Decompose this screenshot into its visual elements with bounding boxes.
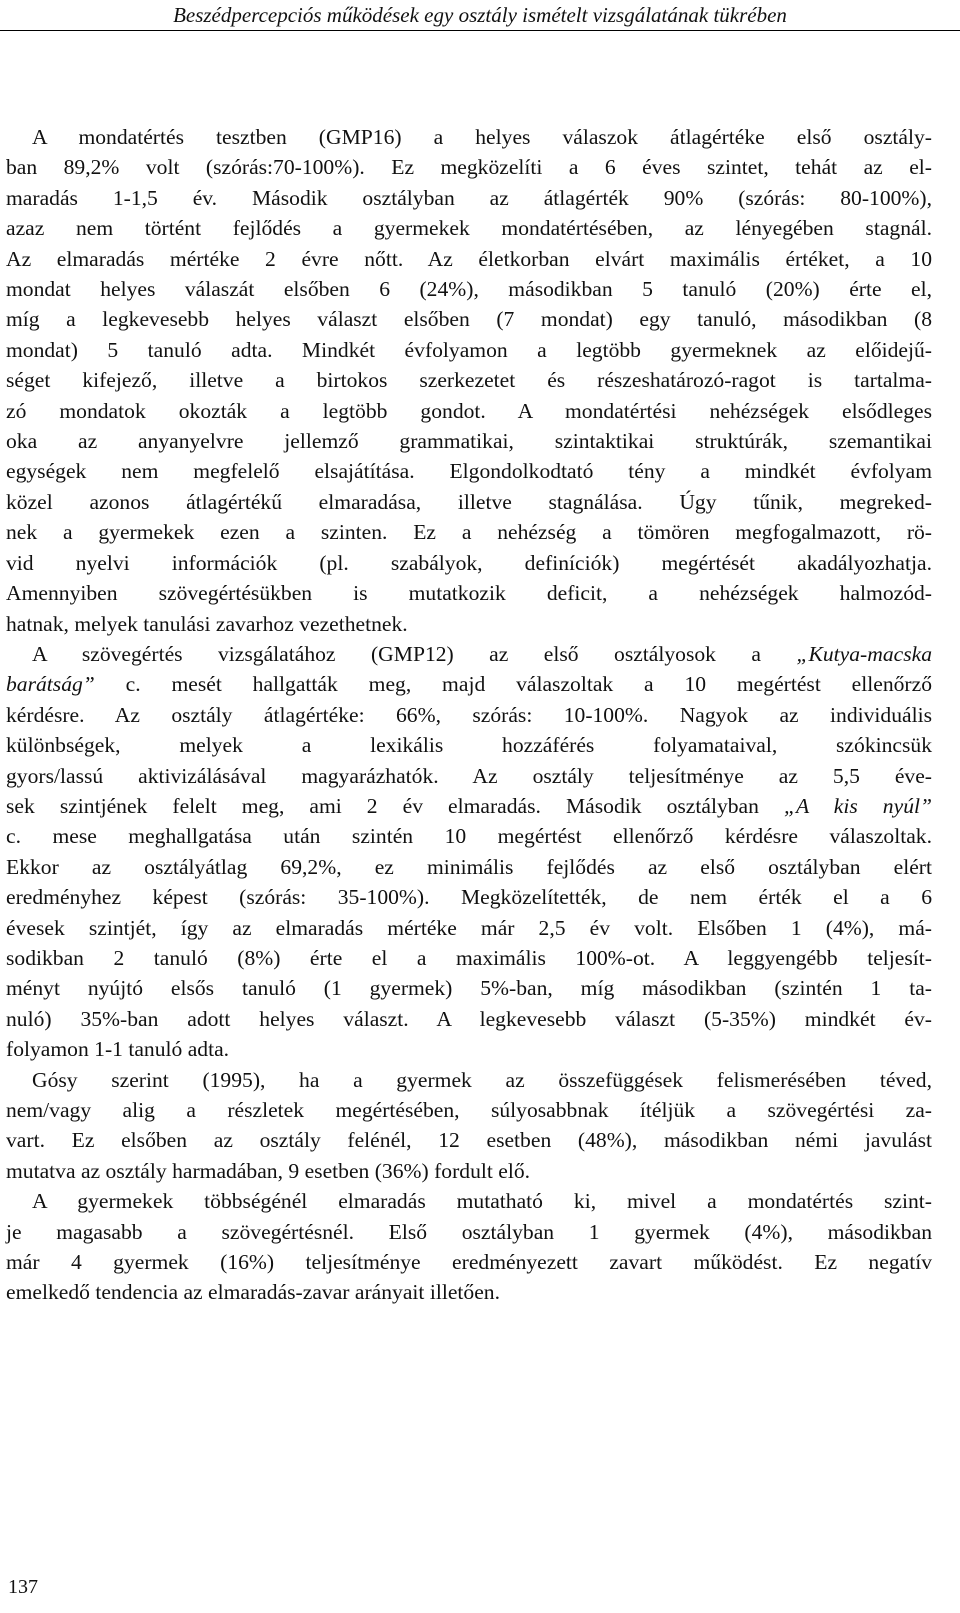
text-line: mutatva az osztály harmadában, 9 esetben (36%) fordult elő.	[6, 1158, 531, 1183]
text-line: Az elmaradás mértéke 2 évre nőtt. Az életkorban elvárt maximális értéket, a 10	[6, 246, 932, 271]
text-line: Amennyiben szövegértésükben is mutatkozik deficit, a nehézségek halmozód-	[6, 581, 932, 606]
text-line: nuló) 35%-ban adott helyes választ. A legkevesebb választ (5-35%) mindkét év-	[6, 1006, 932, 1031]
text-line: különbségek, melyek a lexikális hozzáférés folyamataival, szókincsük	[6, 733, 932, 758]
paragraph-conclusion	[6, 1186, 932, 1308]
text-line: maradás 1-1,5 év. Második osztályban az átlagérték 90% (szórás: 80-100%),	[6, 185, 932, 210]
running-header	[0, 0, 960, 31]
text-line: vart. Ez elsőben az osztály felénél, 12 esetben (48%), másodikban némi javulást	[6, 1128, 932, 1153]
text-line: ményt nyújtó elsős tanuló (1 gyermek) 5%-ban, míg másodikban (szintén 1 ta-	[6, 976, 932, 1001]
text-line: mondat) 5 tanuló adta. Mindkét évfolyamon a legtöbb gyermeknek az előidejű-	[6, 337, 932, 362]
page-number: 137	[8, 1576, 38, 1598]
text-line: hatnak, melyek tanulási zavarhoz vezethetnek.	[6, 611, 408, 636]
text-line: egységek nem megfelelő elsajátítása. Elgondolkodtató tény a mindkét évfolyam	[6, 459, 932, 484]
running-title: Beszédpercepciós működések egy osztály ismételt vizsgálatának tükrében	[173, 3, 787, 27]
text-line: eredményhez képest (szórás: 35-100%). Megközelítették, de nem érték el a 6	[6, 885, 932, 910]
text-line: mondat helyes válaszát elsőben 6 (24%), másodikban 5 tanuló (20%) érte el,	[6, 277, 932, 302]
text-line: évesek szintjét, így az elmaradás mértéke már 2,5 év volt. Elsőben 1 (4%), má-	[6, 915, 932, 940]
text-line: Ekkor az osztályátlag 69,2%, ez minimális fejlődés az első osztályban elért	[6, 854, 932, 879]
text-line: A szövegértés vizsgálatához (GMP12) az első osztályosok a „Kutya-macska	[32, 641, 932, 666]
text-line: sek szintjének felelt meg, ami 2 év elmaradás. Második osztályban „A kis nyúl”	[6, 793, 932, 818]
text-line: folyamon 1-1 tanuló adta.	[6, 1037, 230, 1062]
text-line: nem/vagy alig a részletek megértésében, súlyosabbnak ítéljük a szövegértési za-	[6, 1098, 932, 1122]
text-line: emelkedő tendencia az elmaradás-zavar arányait illetően.	[6, 1280, 500, 1305]
text-line: Gósy szerint (1995), ha a gyermek az összefüggések felismerésében téved,	[32, 1067, 932, 1092]
text-line: míg a legkevesebb helyes választ elsőben (7 mondat) egy tanuló, másodikban (8	[6, 307, 932, 332]
article-body	[6, 122, 932, 1308]
text-line: vid nyelvi információk (pl. szabályok, definíciók) megértését akadályozhatja.	[6, 550, 932, 575]
text-line: már 4 gyermek (16%) teljesítménye eredményezett zavart működést. Ez negatív	[6, 1250, 932, 1275]
text-line: je magasabb a szövegértésnél. Első osztályban 1 gyermek (4%), másodikban	[6, 1219, 932, 1244]
paragraph-szovegertes	[6, 639, 932, 1065]
text-line: azaz nem történt fejlődés a gyermekek mondatértésében, az lényegében stagnál.	[6, 216, 932, 241]
text-line: közel azonos átlagértékű elmaradása, illetve stagnálása. Úgy tűnik, megreked-	[6, 489, 932, 514]
text-line: ban 89,2% volt (szórás:70-100%). Ez megközelíti a 6 éves szintet, tehát az el-	[6, 155, 932, 180]
text-line: zó mondatok okozták a legtöbb gondot. A mondatértési nehézségek elsődleges	[6, 398, 932, 423]
text-line: kérdésre. Az osztály átlagértéke: 66%, szórás: 10-100%. Nagyok az individuális	[6, 702, 932, 727]
text-line: nek a gyermekek ezen a szinten. Ez a nehézség a tömören megfogalmazott, rö-	[6, 520, 932, 545]
text-line: c. mese meghallgatása után szintén 10 megértést ellenőrző kérdésre válaszoltak.	[6, 824, 932, 849]
text-line: A gyermekek többségénél elmaradás mutatható ki, mivel a mondatértés szint-	[32, 1189, 932, 1214]
text-line: gyors/lassú aktivizálásával magyarázhatók. Az osztály teljesítménye az 5,5 éve-	[6, 763, 932, 788]
text-line: barátság” c. mesét hallgatták meg, majd válaszoltak a 10 megértést ellenőrző	[6, 672, 932, 697]
text-line: oka az anyanyelvre jellemző grammatikai, szintaktikai struktúrák, szemantikai	[6, 429, 932, 454]
text-line: sodikban 2 tanuló (8%) érte el a maximális 100%-ot. A leggyengébb teljesít-	[6, 945, 932, 970]
paragraph-gosy	[6, 1065, 932, 1187]
text-line: A mondatértés tesztben (GMP16) a helyes válaszok átlagértéke első osztály-	[32, 125, 932, 149]
text-line: séget kifejező, illetve a birtokos szerkezetet és részeshatározó-ragot is tartalma-	[6, 368, 932, 393]
paragraph-mondatertes	[6, 122, 932, 639]
